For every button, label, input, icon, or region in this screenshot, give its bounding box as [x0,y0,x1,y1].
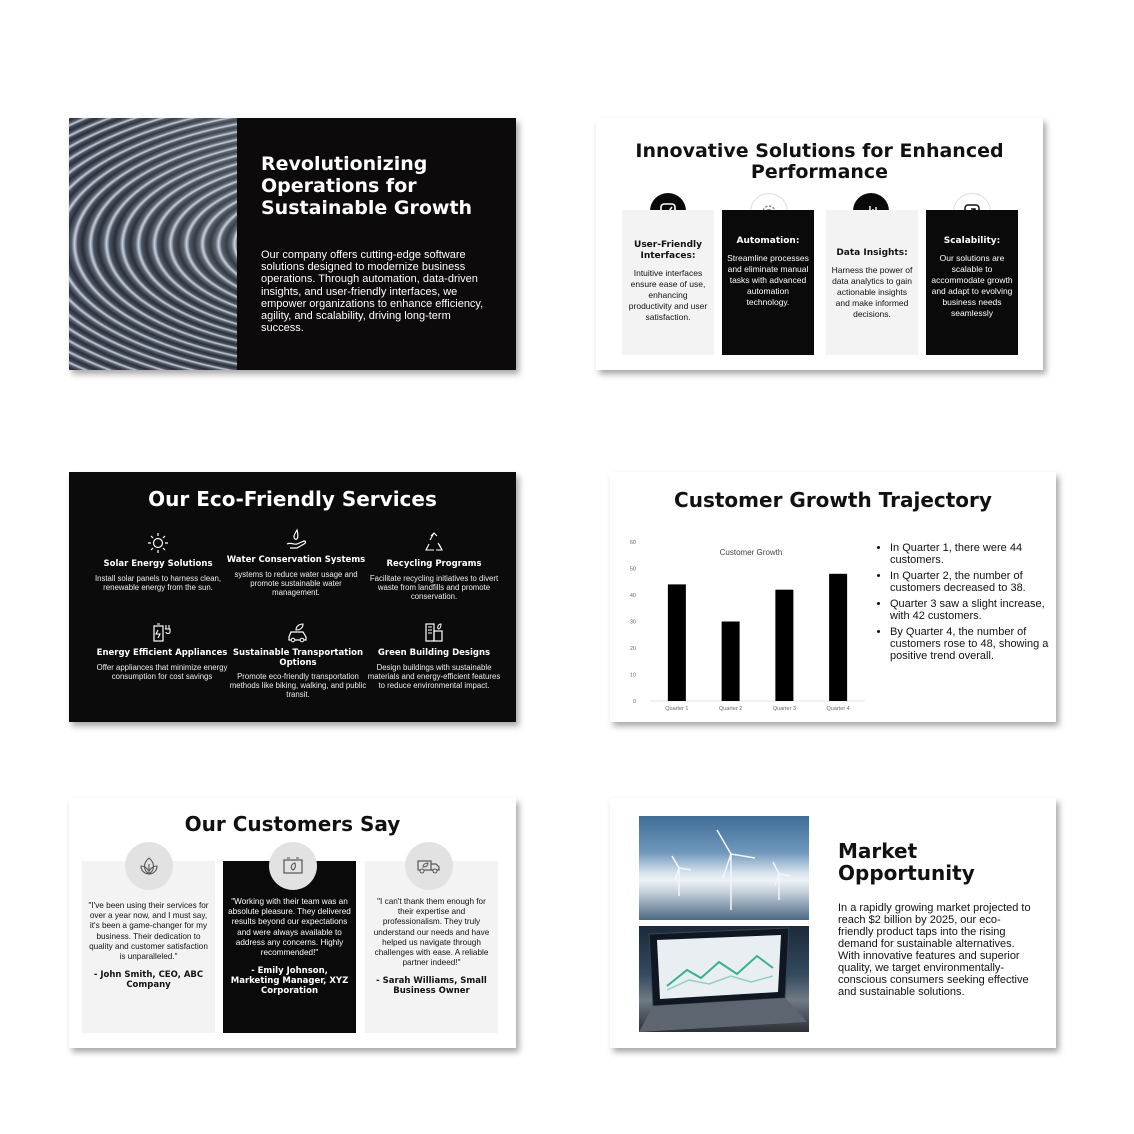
slide-6-title: Market Opportunity [838,839,975,885]
bullet-item: • By Quarter 4, the number of customers rose to 48, showing a positive trend overall. [890,626,1056,662]
slide-3-title: Our Eco-Friendly Services [148,487,437,511]
service-text: systems to reduce water usage and promote sustainable water management. [234,569,358,597]
battery-plug-icon [92,621,232,643]
service-appliances [92,621,232,681]
slide-1-title: Revolutionizing Operations for Sustainable Growth [261,153,473,219]
wind-turbines-photo [639,816,809,920]
sun-icon [88,532,228,554]
laptop-dashboard-photo [639,926,809,1032]
y-tick-label: 50 [629,566,636,573]
green-building-icon [364,621,504,643]
slide-1-body: Our company offers cutting-edge software solutions designed to modernize business operations. Through automation, data-driven insights, and user-friendly interfaces, we empower organizations to enhance efficiency, agility, and scalability, driving long-term success. [261,249,484,335]
bullet-item: • Quarter 3 saw a slight increase, with 42 customers. [890,598,1056,622]
y-tick-label: 0 [632,699,636,705]
x-tick-label: Quarter 3 [772,706,796,712]
service-text: Design buildings with sustainable materials and energy-efficient features to reduce environmental impact. [367,662,501,690]
x-tick-label: Quarter 4 [826,706,850,712]
service-green-building [364,621,504,690]
testimonial-author: - Emily Johnson, Marketing Manager, XYZ Corporation [230,966,349,997]
slide-6-thumbnail[interactable] [610,798,1056,1048]
service-title: Recycling Programs [386,559,482,569]
service-text: Install solar panels to harness clean, renewable energy from the sun. [94,573,222,592]
card-text: Intuitive interfaces ensure ease of use, enhancing productivity and user satisfaction. [628,268,708,322]
bullet-item: • In Quarter 1, there were 44 customers. [890,542,1056,566]
bar [829,574,847,701]
service-title: Solar Energy Solutions [103,559,213,569]
testimonial-quote: "Working with their team was an absolute pleasure. They delivered results beyond our expectations and were always available to address any concerns. Highly recommended!" [228,897,351,958]
card-title: User-Friendly Interfaces: [634,240,702,261]
slide-4-title: Customer Growth Trajectory [674,488,992,512]
leaf-icon [125,842,173,890]
bullet-item: • In Quarter 2, the number of customers decreased to 38. [890,570,1056,594]
service-text: Offer appliances that minimize energy consumption for cost savings [96,662,228,681]
slide-2-thumbnail[interactable] [596,118,1043,370]
service-text: Promote eco-friendly transportation methods like biking, walking, and public transit. [229,672,367,699]
chart-title: Customer Growth [719,548,783,557]
card-text: Harness the power of data analytics to gain actionable insights and make informed decisions. [831,265,913,319]
eco-truck-icon [405,842,453,890]
y-tick-label: 20 [629,646,636,652]
y-tick-label: 10 [629,672,636,679]
slide-2-title: Innovative Solutions for Enhanced Performance [635,140,1004,183]
slide-6-body: In a rapidly growing market projected to reach $2 billion by 2025, our eco-friendly product taps into the rising demand for sustainable alternatives. With innovative features and superior quality, we target environmentally-conscious consumers seeking effective and sustainable solutions. [838,902,1031,998]
service-text: Facilitate recycling initiatives to divert waste from landfills and promote conservation. [369,573,499,601]
slide-4-thumbnail[interactable] [610,472,1056,722]
testimonial-quote: "I've been using their services for over a year now, and I must say, it's been a game-changer for my business. Their dedication to quality and customer satisfaction is unparalleled." [88,901,209,962]
card-text: Streamline processes and eliminate manual tasks with advanced automation technology. [727,253,809,307]
card-title: Scalability: [943,236,1001,246]
eco-car-icon [228,621,368,643]
card-scalability [926,210,1018,355]
service-recycling [364,532,504,601]
x-tick-label: Quarter 2 [719,706,743,712]
bar [722,622,740,702]
testimonial-author: - John Smith, CEO, ABC Company [93,970,204,991]
bar [668,584,686,701]
eco-battery-icon [269,842,317,890]
card-user-friendly [622,210,714,355]
slide-5-thumbnail[interactable] [69,798,516,1048]
y-tick-label: 30 [629,619,636,626]
recycle-icon [364,532,504,554]
card-title: Automation: [736,236,800,246]
testimonial-quote: "I can't thank them enough for their expertise and professionalism. They truly understand our needs and have helped us navigate through challenges with ease. A reliable partner indeed!" [373,897,490,968]
service-solar [88,532,228,592]
service-title: Energy Efficient Appliances [96,648,228,658]
slide-3-thumbnail[interactable] [69,472,516,722]
service-title: Sustainable Transportation Options [232,648,364,668]
y-tick-label: 40 [629,593,636,599]
card-data-insights [826,210,918,355]
card-text: Our solutions are scalable to accommodate growth and adapt to evolving business needs seamlessly [931,253,1013,318]
service-water [226,528,366,597]
card-automation [722,210,814,355]
slide-5-title: Our Customers Say [184,812,401,836]
customer-growth-chart [620,532,875,717]
service-transportation [228,621,368,699]
service-title: Water Conservation Systems [226,555,366,565]
bar [775,590,793,701]
card-title: Data Insights: [836,248,908,258]
slide-1-thumbnail[interactable] [69,118,516,370]
service-title: Green Building Designs [377,648,491,658]
bullet-list [880,542,1056,666]
x-tick-label: Quarter 1 [665,706,689,712]
y-tick-label: 60 [629,540,636,546]
water-hand-icon [226,528,366,550]
architecture-photo [69,118,237,370]
testimonial-author: - Sarah Williams, Small Business Owner [376,976,487,997]
